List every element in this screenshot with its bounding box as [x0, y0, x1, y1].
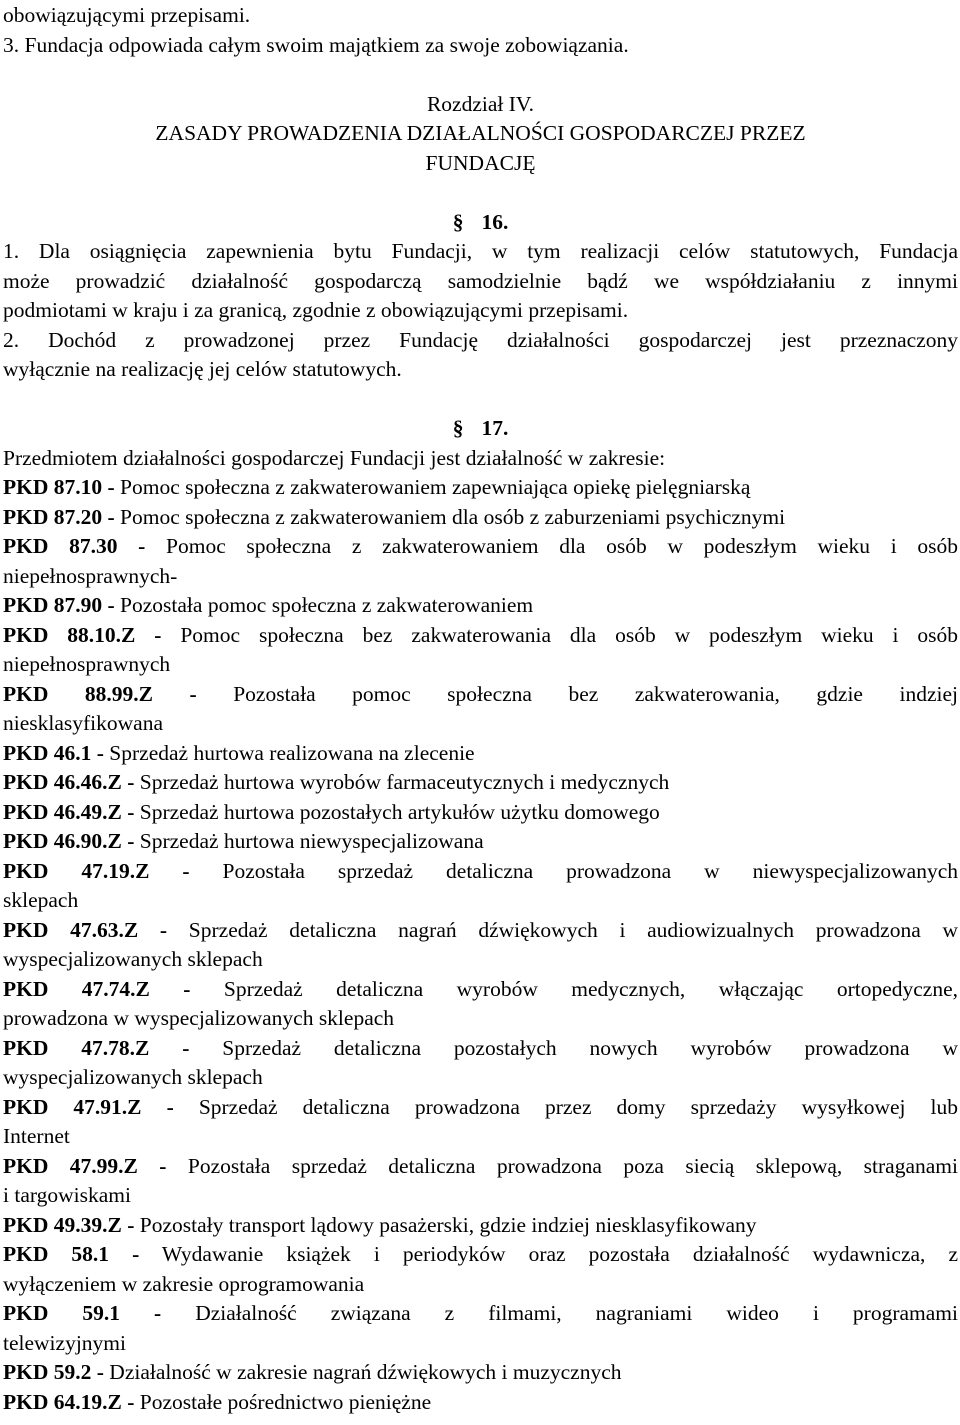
pkd-code: PKD 47.78.Z -	[3, 1035, 190, 1060]
pkd-item	[3, 1093, 958, 1152]
pkd-code: PKD 59.1 -	[3, 1301, 162, 1325]
pkd-item-line	[3, 1388, 958, 1418]
pkd-item-line	[3, 857, 958, 887]
pkd-description: Pozostała sprzedaż detaliczna prowadzona w niewyspecjalizowanych	[222, 858, 959, 883]
pkd-code: PKD 47.63.Z -	[3, 917, 168, 942]
pkd-item-line	[3, 709, 958, 739]
pkd-item-line	[3, 503, 958, 533]
pkd-code: PKD 46.1 -	[3, 740, 104, 765]
pkd-code: PKD 87.90 -	[3, 593, 115, 617]
chapter-title: Rozdział IV.	[426, 91, 535, 116]
pkd-description: Sprzedaż hurtowa realizowana na zlecenie	[109, 740, 475, 765]
section-16-p1-line-2: może prowadzić działalność gospodarczą samodzielnie bądź we współdziałaniu z innymi	[3, 268, 958, 293]
section-16-p2-line-2: wyłącznie na realizację jej celów statutowych.	[3, 357, 402, 381]
pkd-item	[3, 916, 958, 975]
pkd-code: PKD 47.74.Z -	[3, 976, 191, 1001]
pkd-item-line	[3, 916, 958, 946]
pkd-code: PKD 87.10 -	[3, 475, 115, 499]
pkd-description: Działalność związana z filmami, nagraniami wideo i programami	[195, 1301, 959, 1325]
pkd-item-line	[3, 591, 958, 621]
pkd-description: Sprzedaż hurtowa niewyspecjalizowana	[139, 829, 484, 853]
pkd-item-line	[3, 1063, 958, 1093]
section-16-number	[3, 208, 958, 238]
pkd-item	[3, 768, 958, 798]
pkd-item-line	[3, 621, 958, 651]
pkd-item	[3, 680, 958, 739]
pkd-item-line	[3, 532, 958, 562]
pkd-code: PKD 46.49.Z -	[3, 799, 135, 824]
pkd-item-line	[3, 1358, 958, 1388]
pkd-item-line	[3, 945, 958, 975]
section-17-number	[3, 414, 958, 444]
pkd-item-line	[3, 1299, 958, 1329]
pkd-item	[3, 798, 958, 828]
pkd-list	[3, 473, 958, 1417]
pkd-code: PKD 46.90.Z -	[3, 829, 135, 853]
pkd-item-line	[3, 1122, 958, 1152]
pkd-code: PKD 87.30 -	[3, 534, 146, 558]
intro-line-1: obowiązującymi przepisami.	[3, 3, 251, 27]
pkd-item	[3, 739, 958, 769]
pkd-description: Pozostała pomoc społeczna z zakwaterowaniem	[120, 593, 534, 617]
pkd-item-line	[3, 1093, 958, 1123]
pkd-description: Wydawanie książek i periodyków oraz pozostała działalność wydawnicza, z	[161, 1242, 958, 1266]
pkd-item-line	[3, 798, 958, 828]
pkd-item-line	[3, 473, 958, 503]
pkd-description: Sprzedaż detaliczna wyrobów medycznych, włączając ortopedyczne,	[223, 976, 959, 1001]
pkd-item-line	[3, 1240, 958, 1270]
pkd-description: Sprzedaż detaliczna prowadzona przez domy sprzedaży wysyłkowej lub	[198, 1094, 959, 1119]
pkd-item	[3, 975, 958, 1034]
pkd-item	[3, 591, 958, 621]
pkd-description: Pomoc społeczna z zakwaterowaniem zapewniająca opiekę pielęgniarską	[120, 475, 751, 499]
pkd-description: Pozostały transport lądowy pasażerski, gdzie indziej niesklasyfikowany	[139, 1212, 757, 1237]
pkd-item	[3, 1152, 958, 1211]
pkd-code: PKD 58.1 -	[3, 1242, 140, 1266]
pkd-item-line	[3, 739, 958, 769]
pkd-code: PKD 47.19.Z -	[3, 858, 190, 883]
pkd-description: Pozostała pomoc społeczna bez zakwaterowania, gdzie indziej	[233, 681, 958, 706]
pkd-description: Pomoc społeczna z zakwaterowaniem dla osób w podeszłym wieku i osób	[166, 534, 959, 558]
pkd-item	[3, 532, 958, 591]
pkd-description: Sprzedaż hurtowa wyrobów farmaceutycznych i medycznych	[139, 770, 670, 794]
pkd-description: Sprzedaż detaliczna pozostałych nowych wyrobów prowadzona w	[222, 1035, 958, 1060]
pkd-code: PKD 64.19.Z -	[3, 1389, 135, 1414]
pkd-description: telewizyjnymi	[3, 1330, 126, 1355]
pkd-description: Działalność w zakresie nagrań dźwiękowych i muzycznych	[109, 1360, 622, 1384]
pkd-item-line	[3, 680, 958, 710]
pkd-description: Pozostała sprzedaż detaliczna prowadzona poza siecią sklepową, straganami	[187, 1153, 959, 1178]
pkd-item-line	[3, 562, 958, 592]
pkd-code: PKD 87.20 -	[3, 504, 115, 529]
pkd-description: wyspecjalizowanych sklepach	[3, 1065, 263, 1089]
section-symbol: §	[452, 209, 464, 234]
pkd-item-line	[3, 827, 958, 857]
pkd-description: Pomoc społeczna bez zakwaterowania dla osób w podeszłym wieku i osób	[180, 622, 959, 647]
chapter-heading-line-2: FUNDACJĘ	[425, 150, 536, 175]
section-16-p1-line-3: podmiotami w kraju i za granicą, zgodnie z obowiązującymi przepisami.	[3, 298, 629, 322]
pkd-item	[3, 503, 958, 533]
pkd-item	[3, 1034, 958, 1093]
pkd-item	[3, 1358, 958, 1388]
section-16-p2-line-1: 2. Dochód z prowadzonej przez Fundację działalności gospodarczej jest przeznaczony	[3, 327, 958, 352]
pkd-item-line	[3, 1181, 958, 1211]
pkd-item	[3, 857, 958, 916]
pkd-description: niepełnosprawnych-	[3, 563, 178, 588]
pkd-item-line	[3, 1329, 958, 1359]
pkd-item	[3, 1240, 958, 1299]
section-symbol: §	[452, 416, 464, 440]
pkd-code: PKD 47.91.Z -	[3, 1094, 174, 1119]
pkd-item	[3, 1299, 958, 1358]
pkd-description: Sprzedaż detaliczna nagrań dźwiękowych i audiowizualnych prowadzona w	[188, 917, 959, 942]
pkd-description: Pozostałe pośrednictwo pieniężne	[139, 1389, 432, 1414]
pkd-item	[3, 1388, 958, 1418]
pkd-description: Sprzedaż hurtowa pozostałych artykułów użytku domowego	[139, 799, 660, 824]
pkd-code: PKD 47.99.Z -	[3, 1153, 167, 1178]
intro-line-2: 3. Fundacja odpowiada całym swoim majątkiem za swoje zobowiązania.	[3, 32, 629, 57]
pkd-item	[3, 827, 958, 857]
pkd-code: PKD 88.99.Z -	[3, 681, 197, 706]
pkd-description: niesklasyfikowana	[3, 711, 164, 735]
pkd-item	[3, 621, 958, 680]
pkd-description: niepełnosprawnych	[3, 652, 171, 676]
pkd-item	[3, 473, 958, 503]
pkd-description: Internet	[3, 1124, 70, 1148]
pkd-item-line	[3, 1152, 958, 1182]
chapter-heading-line-1: ZASADY PROWADZENIA DZIAŁALNOŚCI GOSPODARCZEJ PRZEZ	[155, 121, 806, 145]
pkd-item-line	[3, 1270, 958, 1300]
pkd-description: prowadzona w wyspecjalizowanych sklepach	[3, 1006, 395, 1030]
pkd-item-line	[3, 650, 958, 680]
pkd-item-line	[3, 1211, 958, 1241]
pkd-item-line	[3, 768, 958, 798]
pkd-description: i targowiskami	[3, 1183, 131, 1207]
pkd-description: wyłączeniem w zakresie oprogramowania	[3, 1271, 365, 1296]
pkd-description: sklepach	[3, 888, 79, 912]
pkd-item-line	[3, 1004, 958, 1034]
pkd-item-line	[3, 975, 958, 1005]
pkd-item	[3, 1211, 958, 1241]
section-17-intro: Przedmiotem działalności gospodarczej Fundacji jest działalność w zakresie:	[3, 445, 666, 470]
pkd-code: PKD 88.10.Z -	[3, 622, 162, 647]
section-number: 16.	[481, 209, 509, 234]
pkd-description: Pomoc społeczna z zakwaterowaniem dla osób z zaburzeniami psychicznymi	[120, 504, 786, 529]
pkd-code: PKD 46.46.Z -	[3, 770, 135, 794]
section-16-p1-line-1: 1. Dla osiągnięcia zapewnienia bytu Fundacji, w tym realizacji celów statutowych, Fundacja	[3, 239, 958, 263]
pkd-description: wyspecjalizowanych sklepach	[3, 947, 263, 971]
pkd-item-line	[3, 1034, 958, 1064]
pkd-code: PKD 49.39.Z -	[3, 1212, 135, 1237]
section-number: 17.	[481, 416, 509, 440]
pkd-item-line	[3, 886, 958, 916]
pkd-code: PKD 59.2 -	[3, 1360, 104, 1384]
